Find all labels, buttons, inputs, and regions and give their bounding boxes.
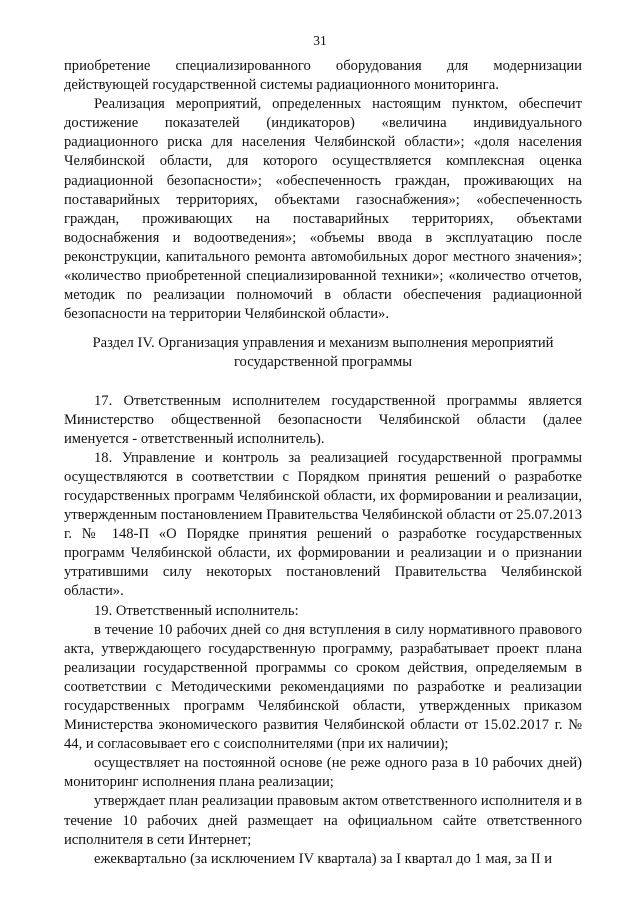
section-heading-line1: Раздел IV. Организация управления и механизм выполнения мероприятий [92, 335, 554, 352]
paragraph-19-approval: утверждает план реализации правовым актом ответственного исполнителя и в течение 10 рабочих дней размещает на официальном сайте ответственного исполнителя в сети Интернет; [64, 793, 582, 848]
paragraph-17: 17. Ответственным исполнителем государственной программы является Министерство общественной безопасности Челябинской области (далее именуется - ответственный исполнитель). [64, 392, 582, 447]
paragraph-19-monitoring: осуществляет на постоянной основе (не реже одного раза в 10 рабочих дней) мониторинг исполнения плана реализации; [64, 755, 582, 791]
paragraph-equipment: приобретение специализированного оборудования для модернизации действующей государственной системы радиационного мониторинга. [64, 58, 582, 94]
document-body [64, 57, 582, 869]
paragraph-19: 19. Ответственный исполнитель: [94, 602, 299, 619]
page-number: 31 [313, 33, 327, 48]
paragraph-19-plan-draft: в течение 10 рабочих дней со дня вступления в силу нормативного правового акта, утверждающего государственную программу, разрабатывает проект плана реализации государственной программы со сроком действия, определяемым в соответствии с Методическими рекомендациями по разработке и реализации государственных программ Челябинской области, утвержденных приказом Министерства экономического развития Челябинской области от 15.02.2017 г. № 44, и согласовывает его с соисполнителями (при их наличии); [64, 621, 582, 753]
paragraph-indicators: Реализация мероприятий, определенных настоящим пунктом, обеспечит достижение показателей (индикаторов) «величина индивидуального радиационного риска для населения Челябинской области»; «доля населения Челябинской области, для которого осуществляется комплексная оценка радиационной безопасности»; «обеспеченность граждан, проживающих на поставарийных территориях, объектами газоснабжения»; «обеспеченность граждан, проживающих на поставарийных территориях, объектами водоснабжения и водоотведения»; «объемы ввода в эксплуатацию после реконструкции, капитального ремонта автомобильных дорог местного значения»; «количество приобретенной специализированной техники»; «количество отчетов, методик по реализации полномочий в области обеспечения радиационной безопасности на территории Челябинской области». [64, 96, 582, 323]
paragraph-18: 18. Управление и контроль за реализацией государственной программы осуществляются в соответствии с Порядком принятия решений о разработке государственных программ Челябинской области, их формировании и реализации, утвержденным постановлением Правительства Челябинской области от 25.07.2013 г. № 148-П «О Порядке принятия решений о разработке государственных программ Челябинской области, их формировании и реализации и о признании утратившими силу некоторых постановлений Правительства Челябинской области». [64, 449, 582, 600]
paragraph-19-quarterly: ежеквартально (за исключением IV квартала) за I квартал до 1 мая, за II и [94, 850, 553, 867]
section-heading-line2: государственной программы [233, 354, 413, 371]
section-heading [64, 334, 582, 372]
